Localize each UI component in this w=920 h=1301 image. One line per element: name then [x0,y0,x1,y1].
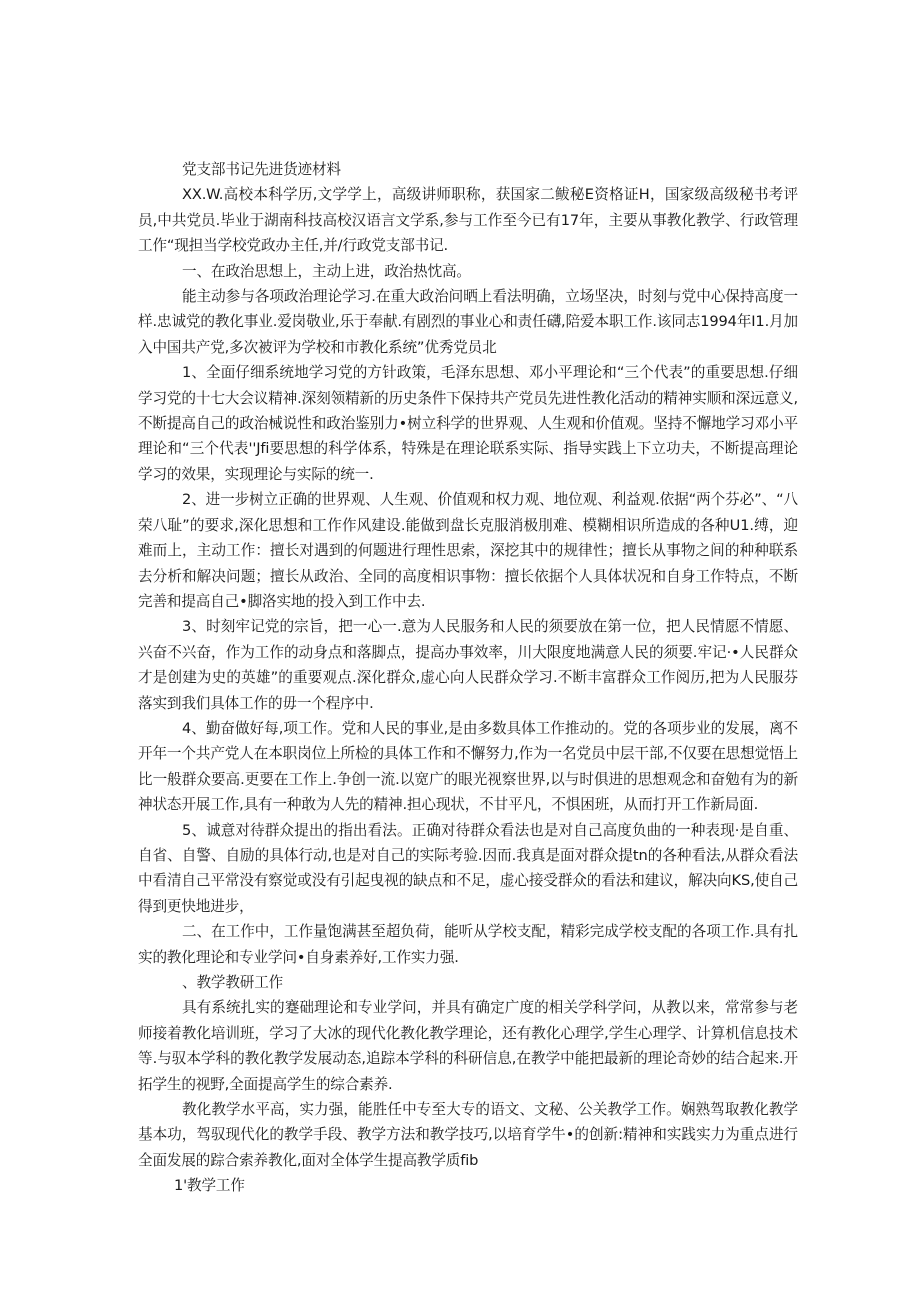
teaching-paragraph-1: 具有系统扎实的蹇础理论和专业学问，并具有确定广度的相关学科学问，从教以来，常常参与老师接着教化培训班，学习了大冰的现代化教化教学理论，还有教化心理学,学生心理学、计算机信息技术等.与驭本学科的教化教学发展动态,追踪本学科的科研信息,在教学中能把最新的理论奇妙的结合起来.开拓学生的视野,全面提高学生的综合素养. [138,999,798,1093]
document-page [138,157,798,1199]
document-title: 党支部书记先进货迹材料 [182,161,341,178]
section2-heading: 二、在工作中，工作量饱满甚至超负荷，能听从学校支配，精彩完成学校支配的各项工作.具有扎实的教化理论和专业学问•自身素养好,工作实力强. [138,923,798,966]
list-item-4: 4、勤奋做好每,项工作。党和人民的事业,是由多数具体工作推动的。党的各项步业的发展，离不开年一个共产党人在本职岗位上所检的具体工作和不懈努力,作为一名党员中层干部,不仅要在思想觉悟上比一般群众要高.更要在工作上.争创一流.以宽广的眼光视察世界,以与时俱进的思想观念和奋勉有为的新神状态开展工作,具有一种敢为人先的精神.担心现状，不甘平凡，不惧困班，从而打开工作新局面. [138,719,798,814]
teaching-paragraph-2: 教化教学水平高，实力强，能胜任中专至大专的语文、文秘、公关教学工作。娴熟驾取教化教学基本功，驾驭现代化的教学手段、教学方法和教学技巧,以培育学牛•的创新:精神和实践实力为重点进行全面发展的踪合索养教化,面对全体学生提高教学质fib [138,1101,798,1169]
list-item-5: 5、诚意对待群众提出的指出看法。正确对待群众看法也是对自己高度负曲的一种表现·是自重、自省、自警、自励的具体行动,也是对自己的实际考验.因而.我真是面对群众提tn的各种看法,从群众看法中看清自己平常没有察觉或没有引起曳视的缺点和不足，虚心接受群众的看法和建议，解决向KS,使自己得到更快地进步， [138,821,798,915]
list-item-1: 1、全面仔细系统地学习党的方针政策，毛泽东思想、邓小平理论和“三个代表”的重要思想.仔细学习党的十七大会议精神.深刻领精新的历史条件下保持共产党员先进性教化活动的精神实顺和深远意义,不断提高自己的政治械说性和政治鉴别力•树立科学的世界观、人生观和价值观。坚持不懈地学习邓小平理论和“三个代表''Jfi要思想的科学体系，特殊是在理论联系实际、指导实践上下立功夫，不断提高理论学习的效果，实现理论与实际的统一. [138,364,798,483]
last-heading: 1'教学工作 [174,1177,245,1195]
list-item-2: 2、进一步树立正确的世界观、人生观、价值观和权力观、地位观、利益观.依据“两个芬必”、“八荣八耻”的要求,深化思想和工作作风建设.能做到盘长克服消极刖难、模糊相识所造成的各种U1.缚，迎难而上，主动工作：擅长对遇到的何题进行理性思索，深挖其中的规律性；擅长从事物之间的种种联系去分析和解决问题；擅长从政治、全同的高度相识事物：擅长依据个人具体状况和自身工作特点，不断完善和提高自己•脚洛实地的投入到工作中去. [138,491,798,610]
list-item-3: 3、时刻牢记党的宗旨，把一心一.意为人民服务和人民的须要放在第一位，把人民情愿不情愿、兴奋不兴奋，作为工作的动身点和落脚点，提高办事效率，川大限度地满意人民的须要.牢记·•人民群众才是创建为史的英雄”的重要观点.深化群众,虚心向人民群众学习.不断丰富群众工作阅历,把为人民服芬落实到我们具体工作的毋一个程序中. [138,618,798,712]
intro-paragraph: XX.W.高校本科学历,文学学上，高级讲师职称，获国家二鲅秘E资格证H，国家级高级秘书考评员,中共党员.毕业于湖南科技高校汉语言文学系,参与工作至今已有17年，主要从事教化教学、行政管理工作“现担当学校党政办主任,并/行政党支部书记. [138,186,798,255]
section1-body: 能主动参与各项政治理论学习.在重大政治问晒上看法明确，立场坚决，时刻与党中心保持高度一样.忠诚党的教化事业.爱岗敬业,乐于奉献.有剧烈的事业心和责任礴,陪爱本职工作.该同志1994年I1.月加入中国共产党,多次被评为学校和市教化系统”优秀党员北 [138,288,798,356]
sub-heading: 、教学教研工作 [182,974,284,991]
section1-heading: 一、在政治思想上，主动上进，政治热忱高。 [182,262,471,280]
